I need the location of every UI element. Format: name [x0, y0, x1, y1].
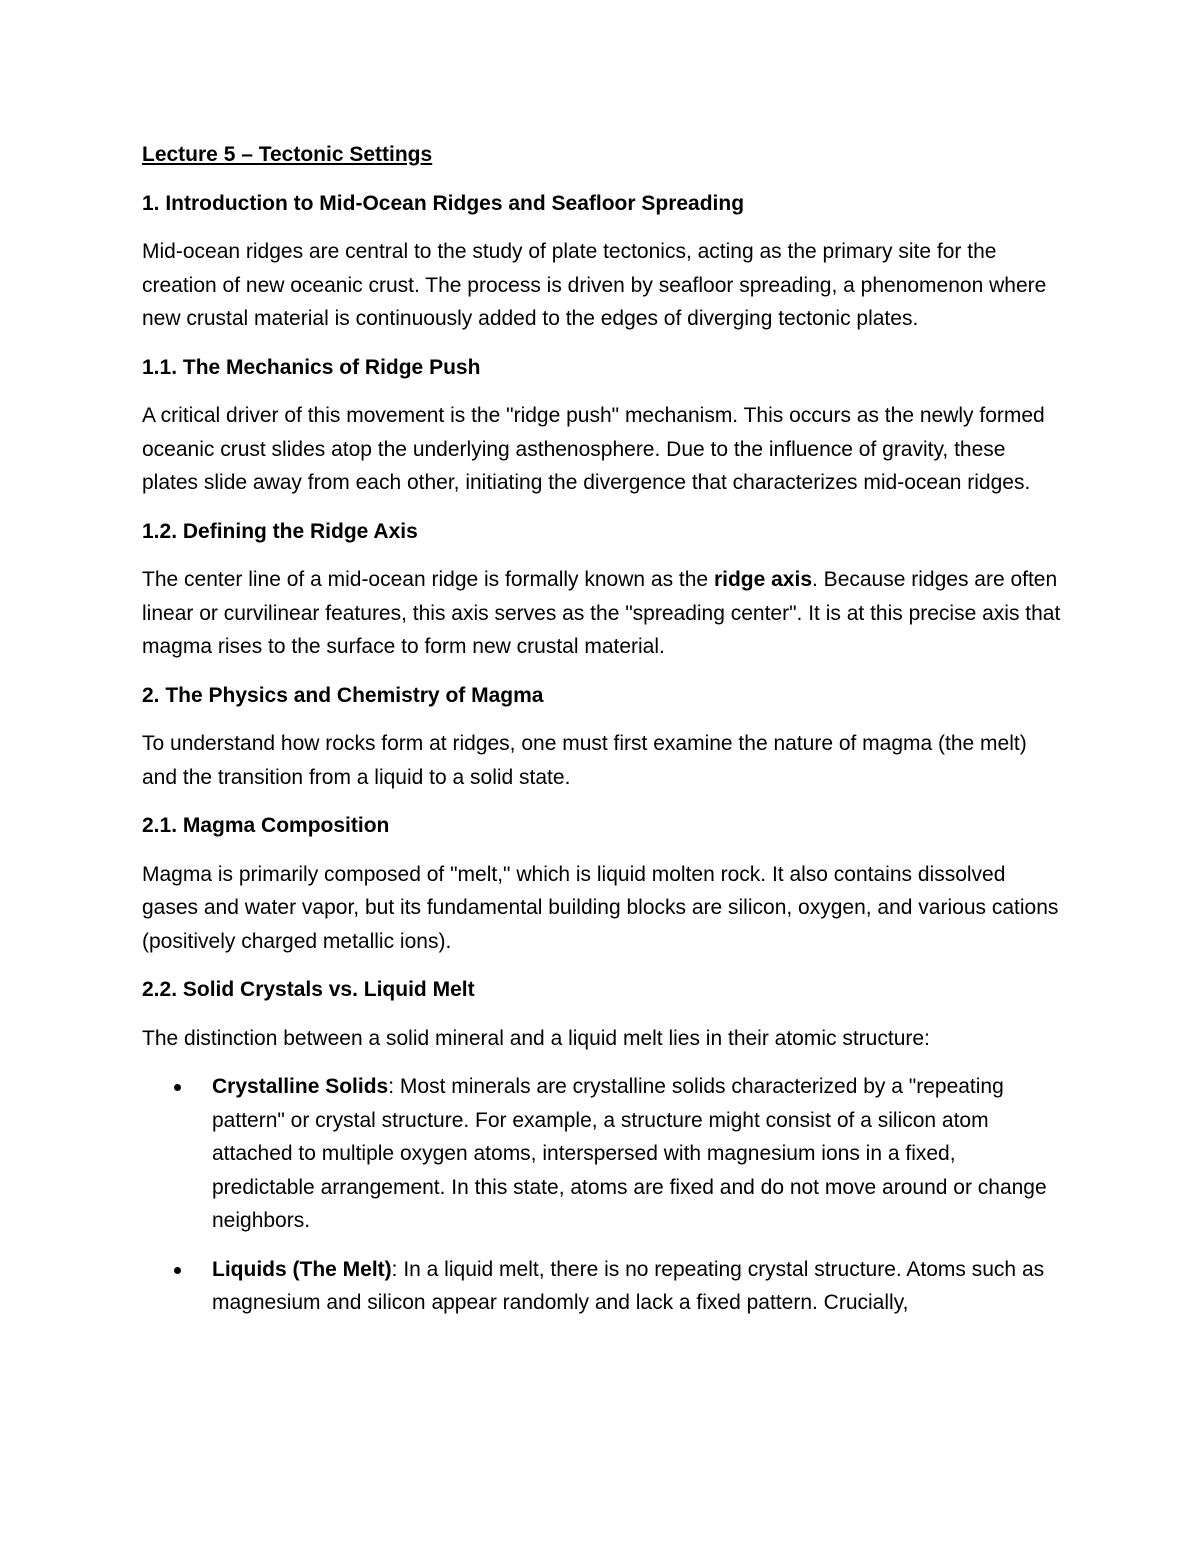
- bullet-term: Liquids (The Melt): [212, 1257, 392, 1281]
- bullet-icon: [174, 1267, 181, 1274]
- section-1-heading: 1. Introduction to Mid-Ocean Ridges and Seafloor Spreading: [142, 191, 745, 215]
- section-1-1-body: A critical driver of this movement is the "ridge push" mechanism. This occurs as the newly formed oceanic crust slides atop the underlying asthenosphere. Due to the influence of gravity, these plates slide away from each other, initiating the divergence that characterizes mid-ocean ridges.: [142, 404, 1045, 494]
- section-1-2-heading: 1.2. Defining the Ridge Axis: [142, 519, 418, 543]
- list-item-crystalline-solids: [212, 1070, 1062, 1238]
- section-1-1-heading: 1.1. The Mechanics of Ridge Push: [142, 355, 481, 379]
- section-1-2-body: [142, 563, 1062, 664]
- section-1-body: Mid-ocean ridges are central to the study of plate tectonics, acting as the primary site for the creation of new oceanic crust. The process is driven by seafloor spreading, a phenomenon where new crustal material is continuously added to the edges of diverging tectonic plates.: [142, 240, 1047, 330]
- section-2-1-heading: 2.1. Magma Composition: [142, 814, 390, 837]
- section-1-2-body-end: . Because ridges are often linear or curvilinear features, this axis serves as the "spreading center". It is at this precise axis that magma rises to the surface to form new crustal material.: [142, 568, 1061, 658]
- bullet-text: : Most minerals are crystalline solids characterized by a "repeating pattern" or crystal structure. For example, a structure might consist of a silicon atom attached to multiple oxygen atoms, interspersed with magnesium ions in a fixed, predictable arrangement. In this state, atoms are fixed and do not move around or change neighbors.: [212, 1075, 1047, 1232]
- bullet-icon: [174, 1084, 181, 1091]
- section-2-2-body: The distinction between a solid mineral and a liquid melt lies in their atomic structure:: [142, 1026, 930, 1050]
- atomic-structure-list: [142, 1070, 1062, 1320]
- section-2-heading: 2. The Physics and Chemistry of Magma: [142, 683, 544, 707]
- section-2-body: To understand how rocks form at ridges, one must first examine the nature of magma (the melt) and the transition from a liquid to a solid state.: [142, 732, 1027, 789]
- document-page: [142, 138, 1062, 1335]
- bullet-text: : In a liquid melt, there is no repeating crystal structure. Atoms such as magnesium and silicon appear randomly and lack a fixed pattern. Crucially,: [212, 1257, 1045, 1314]
- list-item-liquids: [212, 1253, 1062, 1320]
- ridge-axis-term: ridge axis: [713, 568, 813, 591]
- section-2-2-heading: 2.2. Solid Crystals vs. Liquid Melt: [142, 978, 475, 1001]
- document-title: Lecture 5 – Tectonic Settings: [142, 143, 433, 166]
- section-1-2-body-start: The center line of a mid-ocean ridge is formally known as the: [142, 568, 714, 591]
- section-2-1-body: Magma is primarily composed of "melt," which is liquid molten rock. It also contains dissolved gases and water vapor, but its fundamental building blocks are silicon, oxygen, and various cations (positively charged metallic ions).: [142, 862, 1059, 953]
- bullet-term: Crystalline Solids: [212, 1075, 389, 1098]
